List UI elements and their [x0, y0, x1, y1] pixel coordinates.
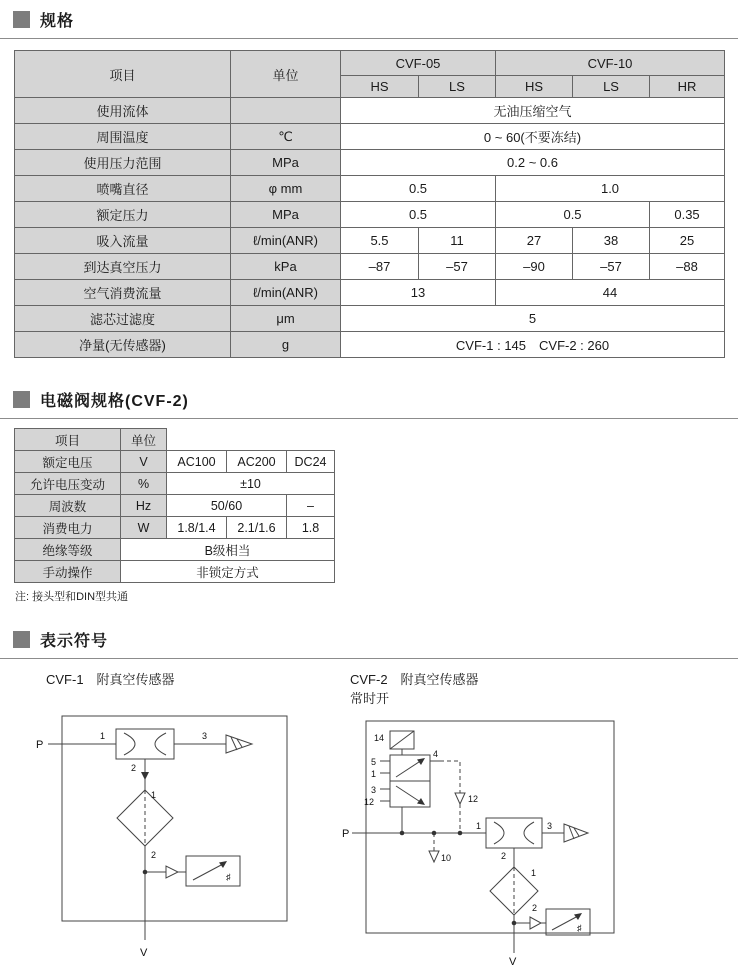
enclosure-box: [366, 721, 614, 933]
item-cell: 手动操作: [15, 561, 121, 583]
value-cell: 13: [341, 280, 496, 306]
table-row: [15, 473, 335, 495]
cvf2-circuit-drawing: [338, 709, 648, 971]
cvf2-diagram-subtitle: 常时开: [350, 691, 390, 706]
header-cell-cvf05: CVF-05: [341, 51, 496, 76]
value-cell: –88: [650, 254, 725, 280]
junction-dot: [512, 921, 517, 926]
port-p-label: P: [36, 739, 44, 751]
cvf1-circuit-drawing: [30, 706, 330, 964]
value-cell: AC200: [227, 451, 287, 473]
table-row: [15, 124, 725, 150]
header-cell-unit: 单位: [231, 51, 341, 98]
cvf2-diagram: [338, 669, 648, 971]
venturi-port-3-label: 3: [547, 821, 553, 831]
solenoid-spec-table: [14, 428, 335, 583]
filter-port-1-label: 1: [531, 868, 537, 878]
switch-mark: ♯: [577, 923, 582, 933]
value-cell: 11: [419, 228, 496, 254]
unit-cell: W: [121, 517, 167, 539]
value-cell: 1.8/1.4: [167, 517, 227, 539]
cvf2-diagram-title: CVF-2 附真空传感器: [350, 672, 479, 687]
value-cell: DC24: [287, 451, 335, 473]
flow-arrow-icon: [141, 772, 149, 780]
table-row: [15, 202, 725, 228]
unit-cell: g: [231, 332, 341, 358]
filter-port-2-label: 2: [532, 903, 538, 913]
header-cell-sub: LS: [573, 76, 650, 98]
table-row: [15, 254, 725, 280]
unit-cell: %: [121, 473, 167, 495]
section-title-symbols: 表示符号: [40, 633, 109, 650]
value-cell: 0 ~ 60(不要冻结): [341, 124, 725, 150]
check-valve-12-icon: [455, 793, 465, 804]
value-cell: 0.5: [341, 176, 496, 202]
section-header-symbols: [0, 620, 738, 659]
item-cell: 使用流体: [15, 98, 231, 124]
junction-dot: [432, 831, 437, 836]
solenoid-valve-symbol: [380, 731, 440, 807]
value-cell: B级相当: [121, 539, 335, 561]
unit-cell: ℓ/min(ANR): [231, 280, 341, 306]
unit-cell: ℓ/min(ANR): [231, 228, 341, 254]
value-cell: 无油压缩空气: [341, 98, 725, 124]
unit-cell: kPa: [231, 254, 341, 280]
port-5-label: 5: [371, 757, 377, 767]
value-cell: AC100: [167, 451, 227, 473]
value-cell: 25: [650, 228, 725, 254]
silencer-icon: [564, 824, 588, 842]
section-header-spec: [0, 0, 738, 39]
section-bullet-icon: [13, 391, 30, 408]
item-cell: 周围温度: [15, 124, 231, 150]
section-title-spec: 规格: [40, 13, 75, 30]
section-bullet-icon: [13, 631, 30, 648]
item-cell: 消费电力: [15, 517, 121, 539]
section-title-solenoid: 电磁阀规格(CVF-2): [40, 393, 189, 410]
item-cell: 滤芯过滤度: [15, 306, 231, 332]
value-cell: –57: [573, 254, 650, 280]
table-row: [15, 228, 725, 254]
value-cell: 1.0: [496, 176, 725, 202]
value-cell: 27: [496, 228, 573, 254]
junction-dot: [400, 831, 405, 836]
silencer-icon: [226, 735, 252, 753]
switch-mark: ♯: [226, 872, 231, 882]
port-3-label: 3: [371, 785, 377, 795]
header-cell-item: 项目: [15, 429, 121, 451]
unit-cell: φ mm: [231, 176, 341, 202]
item-cell: 周波数: [15, 495, 121, 517]
venturi-port-2-label: 2: [501, 851, 507, 861]
table-row: [15, 306, 725, 332]
item-cell: 净量(无传感器): [15, 332, 231, 358]
item-cell: 吸入流量: [15, 228, 231, 254]
flow-lines: [48, 744, 226, 940]
filter-port-1-label: 1: [151, 790, 157, 800]
port-12-label: 12: [364, 797, 375, 807]
header-cell-item: 项目: [15, 51, 231, 98]
table-row: [15, 280, 725, 306]
item-cell: 允许电压变动: [15, 473, 121, 495]
port-v-label: V: [140, 947, 148, 959]
unit-cell: V: [121, 451, 167, 473]
port-2-label: 2: [131, 763, 137, 773]
check-valve-10-label: 10: [441, 853, 452, 863]
junction-dot: [458, 831, 463, 836]
value-cell: 0.5: [496, 202, 650, 228]
port-p-label: P: [342, 828, 350, 840]
table-row: [15, 517, 335, 539]
pilot-lines: [434, 761, 460, 851]
item-cell: 额定电压: [15, 451, 121, 473]
table-row: [15, 150, 725, 176]
footnote: 注: 接头型和DIN型共通: [15, 591, 129, 603]
unit-cell: μm: [231, 306, 341, 332]
unit-cell: ℃: [231, 124, 341, 150]
section-header-solenoid: [0, 380, 738, 419]
filter-port-2-label: 2: [151, 850, 157, 860]
unit-cell: MPa: [231, 202, 341, 228]
item-cell: 额定压力: [15, 202, 231, 228]
value-cell: 38: [573, 228, 650, 254]
value-cell: 非锁定方式: [121, 561, 335, 583]
venturi-ejector-symbol: [486, 818, 542, 848]
value-cell: –57: [419, 254, 496, 280]
table-row: [15, 539, 335, 561]
check-valve-10-icon: [429, 851, 439, 862]
diagram-labels: [36, 731, 231, 959]
header-cell-sub: LS: [419, 76, 496, 98]
port-v-label: V: [509, 956, 517, 968]
value-cell: 44: [496, 280, 725, 306]
value-cell: –: [287, 495, 335, 517]
table-row: [15, 451, 335, 473]
item-cell: 使用压力范围: [15, 150, 231, 176]
value-cell: 0.35: [650, 202, 725, 228]
table-header-row: [15, 429, 335, 451]
cvf1-diagram: [30, 669, 330, 964]
item-cell: 喷嘴直径: [15, 176, 231, 202]
flow-lines: [352, 807, 564, 953]
value-cell: –90: [496, 254, 573, 280]
venturi-port-1-label: 1: [476, 821, 482, 831]
value-cell: 5.5: [341, 228, 419, 254]
item-cell: 空气消费流量: [15, 280, 231, 306]
value-cell: 5: [341, 306, 725, 332]
header-cell-unit: 单位: [121, 429, 167, 451]
corner-blank-cell: [167, 429, 335, 451]
value-cell: ±10: [167, 473, 335, 495]
value-cell: 2.1/1.6: [227, 517, 287, 539]
value-cell: 50/60: [167, 495, 287, 517]
port-1-label: 1: [100, 731, 106, 741]
item-cell: 绝缘等级: [15, 539, 121, 561]
table-header-row: [15, 51, 725, 76]
unit-cell: Hz: [121, 495, 167, 517]
value-cell: CVF-1 : 145 CVF-2 : 260: [341, 332, 725, 358]
value-cell: 0.2 ~ 0.6: [341, 150, 725, 176]
venturi-ejector-symbol: [116, 729, 174, 759]
value-cell: –87: [341, 254, 419, 280]
table-row: [15, 176, 725, 202]
check-valve-12-label: 12: [468, 794, 479, 804]
section-bullet-icon: [13, 11, 30, 28]
port-1-label: 1: [371, 769, 377, 779]
unit-cell: MPa: [231, 150, 341, 176]
table-row: [15, 98, 725, 124]
value-cell: 1.8: [287, 517, 335, 539]
junction-dot: [143, 870, 148, 875]
cvf1-diagram-title: CVF-1 附真空传感器: [46, 672, 175, 687]
table-row: [15, 495, 335, 517]
header-cell-sub: HS: [341, 76, 419, 98]
spec-table: [14, 50, 725, 358]
port-3-label: 3: [202, 731, 208, 741]
table-row: [15, 561, 335, 583]
header-cell-sub: HR: [650, 76, 725, 98]
port-4-label: 4: [433, 749, 439, 759]
port-14-label: 14: [374, 733, 385, 743]
table-row: [15, 332, 725, 358]
unit-cell: [231, 98, 341, 124]
header-cell-cvf10: CVF-10: [496, 51, 725, 76]
header-cell-sub: HS: [496, 76, 573, 98]
symbol-diagrams: [0, 669, 738, 968]
filter-symbol: [117, 790, 173, 846]
item-cell: 到达真空压力: [15, 254, 231, 280]
value-cell: 0.5: [341, 202, 496, 228]
